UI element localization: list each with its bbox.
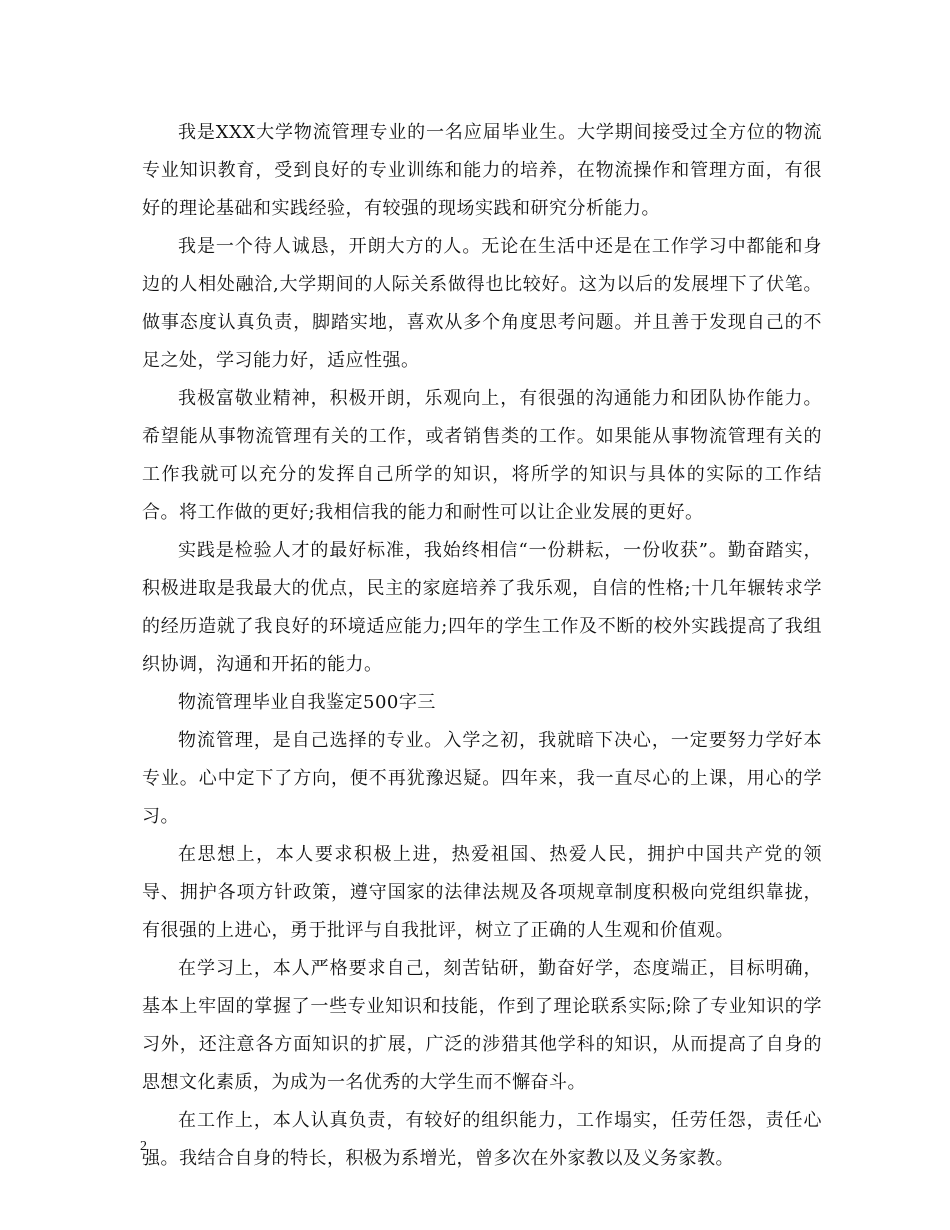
paragraph-practice: 实践是检验人才的最好标准，我始终相信“一份耕耘，一份收获”。勤奋踏实，积极进取是我最大的优点，民主的家庭培养了我乐观，自信的性格;十几年辗转求学的经历造就了我良好的环境适应能力;四年的学生工作及不断的校外实践提高了我组织协调，沟通和开拓的能力。 xyxy=(142,540,822,675)
document-body xyxy=(142,114,822,1178)
paragraph-thought: 在思想上，本人要求积极上进，热爱祖国、热爱人民，拥护中国共产党的领导、拥护各项方针政策，遵守国家的法律法规及各项规章制度积极向党组织靠拢，有很强的上进心，勇于批评与自我批评，树立了正确的人生观和价值观。 xyxy=(142,844,822,941)
paragraph-intro: 我是XXX大学物流管理专业的一名应届毕业生。大学期间接受过全方位的物流专业知识教育，受到良好的专业训练和能力的培养，在物流操作和管理方面，有很好的理论基础和实践经验，有较强的现场实践和研究分析能力。 xyxy=(142,122,822,219)
paragraph-personality: 我是一个待人诚恳，开朗大方的人。无论在生活中还是在工作学习中都能和身边的人相处融洽,大学期间的人际关系做得也比较好。这为以后的发展埋下了伏笔。做事态度认真负责，脚踏实地，喜欢从多个角度思考问题。并且善于发现自己的不足之处，学习能力好，适应性强。 xyxy=(142,236,822,371)
paragraph-work: 在工作上，本人认真负责，有较好的组织能力，工作塌实，任劳任怨，责任心强。我结合自身的特长，积极为系增光，曾多次在外家教以及义务家教。 xyxy=(142,1110,822,1169)
paragraph-study: 在学习上，本人严格要求自己，刻苦钻研，勤奋好学，态度端正，目标明确，基本上牢固的掌握了一些专业知识和技能，作到了理论联系实际;除了专业知识的学习外，还注意各方面知识的扩展，广泛的涉猎其他学科的知识，从而提高了自身的思想文化素质，为成为一名优秀的大学生而不懈奋斗。 xyxy=(142,958,822,1093)
paragraph-work-attitude: 我极富敬业精神，积极开朗，乐观向上，有很强的沟通能力和团队协作能力。希望能从事物流管理有关的工作，或者销售类的工作。如果能从事物流管理有关的工作我就可以充分的发挥自己所学的知识，将所学的知识与具体的实际的工作结合。将工作做的更好;我相信我的能力和耐性可以让企业发展的更好。 xyxy=(142,388,822,523)
page-number: 2 xyxy=(140,1139,147,1154)
paragraph-major-choice: 物流管理，是自己选择的专业。入学之初，我就暗下决心，一定要努力学好本专业。心中定下了方向，便不再犹豫迟疑。四年来，我一直尽心的上课，用心的学习。 xyxy=(142,730,822,827)
section-heading: 物流管理毕业自我鉴定500字三 xyxy=(178,692,436,713)
